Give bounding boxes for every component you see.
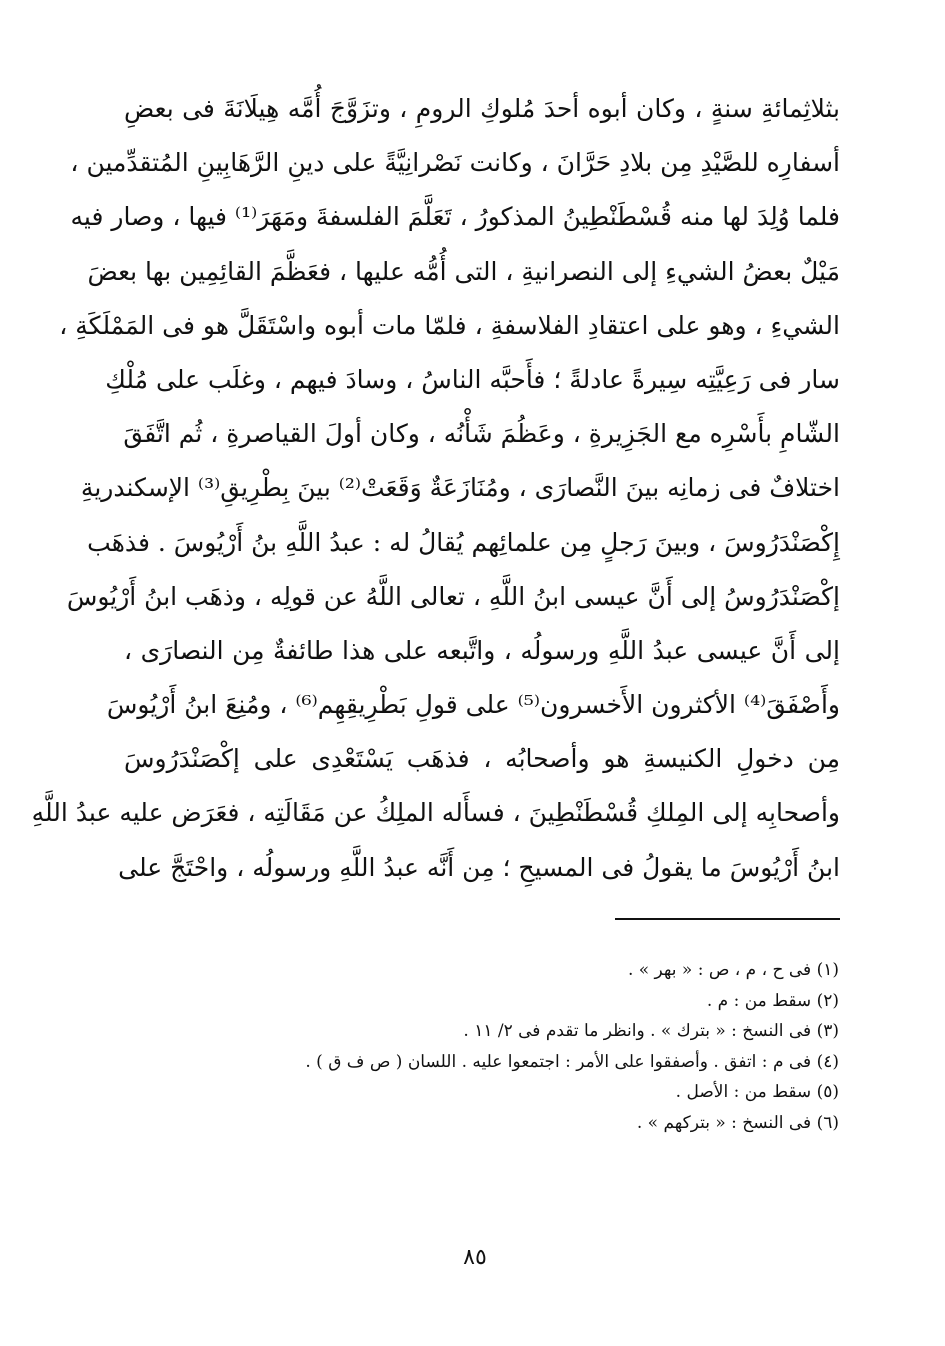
main-text	[31, 82, 840, 895]
text-line-5: الشيءِ ، وهو على اعتقادِ الفلاسفةِ ، فلمّا مات أبوه واسْتَقَلَّ هو فى المَمْلَكَةِ ،	[59, 310, 840, 340]
text-line-14: وأصحابِه إلى المِلكِ قُسْطَنْطِينَ ، فسأَله الملِكُ عن مَقَالَتِه ، فعَرَض عليه عبدُ اللَّهِ	[31, 798, 840, 828]
text-line-15: ابنُ أَرْيُوسَ ما يقولُ فى المسيحِ ؛ مِن أَنَّه عبدُ اللَّهِ ورسولُه ، واحْتَجَّ على	[118, 852, 840, 882]
page-number: ٨٥	[463, 1245, 487, 1270]
text-line-9: إِكْصَنْدَرُوسَ ، وبينَ رَجلٍ مِن علمائِهم يُقالُ له : عبدُ اللَّهِ بنُ أَرْيُوسَ . فذهَب	[87, 527, 840, 557]
text-line-8: اختلافٌ فى زمانِه بينَ النَّصارَى ، ومُنَازَعَةٌ وَقَعَتْ⁽²⁾ بينَ بِطْرِيقِ⁽³⁾ الإسكندريةِ	[80, 473, 840, 503]
footnote-3: (٣) فى النسخ : « بترك » . وانظر ما تقدم فى ٢/ ١١ .	[463, 1021, 839, 1042]
text-line-1: بثلاثِمائةِ سنةٍ ، وكان أبوه أحدَ مُلوكِ الرومِ ، وتزَوَّجَ أُمَّه هِيلَانَةَ فى بعضِ	[124, 94, 840, 123]
text-line-4: مَيْلٌ بعضُ الشيءِ إلى النصرانيةِ ، التى أُمُّه عليها ، فعَظَّمَ القائِمِين بها بعضَ	[87, 256, 840, 286]
text-line-3: فلما وُلِدَ لها منه قُسْطَنْطِينُ المذكورُ ، تَعَلَّمَ الفلسفةَ ومَهَرَ⁽¹⁾ فيها ، وصار فيه	[70, 202, 840, 232]
text-line-13: مِن دخولِ الكنيسةِ هو وأصحابُه ، فذهَب يَسْتَعْدِى على إكْصَنْدَرُوسَ	[124, 744, 840, 774]
text-line-2: أسفارِه للصَّيْدِ مِن بلادِ حَرَّانَ ، وكانت نَصْرانِيَّةً على دينِ الرَّهَابِينِ المُتقدِّمين ،	[70, 148, 840, 178]
footnote-5: (٥) سقط من : الأصل .	[675, 1082, 839, 1103]
footnote-4: (٤) فى م : اتفق . وأصفقوا على الأمر : اجتمعوا عليه . اللسان ( ص ف ق ) .	[305, 1051, 839, 1072]
footnote-divider	[615, 918, 840, 920]
text-line-7: الشّامِ بأَسْرِه مع الجَزِيرةِ ، وعَظُمَ شَأْنُه ، وكان أولَ القياصرةِ ، ثُم اتَّفَقَ	[123, 419, 840, 449]
footnotes	[219, 955, 839, 1139]
footnote-6: (٦) فى النسخ : « بتركهم » .	[636, 1112, 839, 1133]
text-line-10: إكْصَنْدَرُوسُ إلى أَنَّ عيسى ابنُ اللَّهِ ، تعالى اللَّهُ عن قولِه ، وذهَب ابنُ أَرْيُوسَ	[66, 581, 840, 611]
text-line-11: إلى أَنَّ عيسى عبدُ اللَّهِ ورسولُه ، واتَّبعه على هذا طائفةٌ مِن النصارَى ،	[124, 635, 840, 665]
text-line-6: سار فى رَعِيَّتِه سِيرةً عادلةً ؛ فأَحبَّه الناسُ ، وسادَ فيهم ، وغلَب على مُلْكِ	[105, 364, 840, 394]
footnote-2: (٢) سقط من : م .	[706, 990, 839, 1011]
text-line-12: وأَصْفَقَ⁽⁴⁾ الأكثرون الأَخسرون⁽⁵⁾ على قولِ بَطْرِيقِهِم⁽⁶⁾ ، ومُنِعَ ابنُ أَرْيُوسَ	[106, 690, 840, 720]
footnote-1: (١) فى ح ، م ، ص : « بهر » .	[627, 960, 839, 980]
